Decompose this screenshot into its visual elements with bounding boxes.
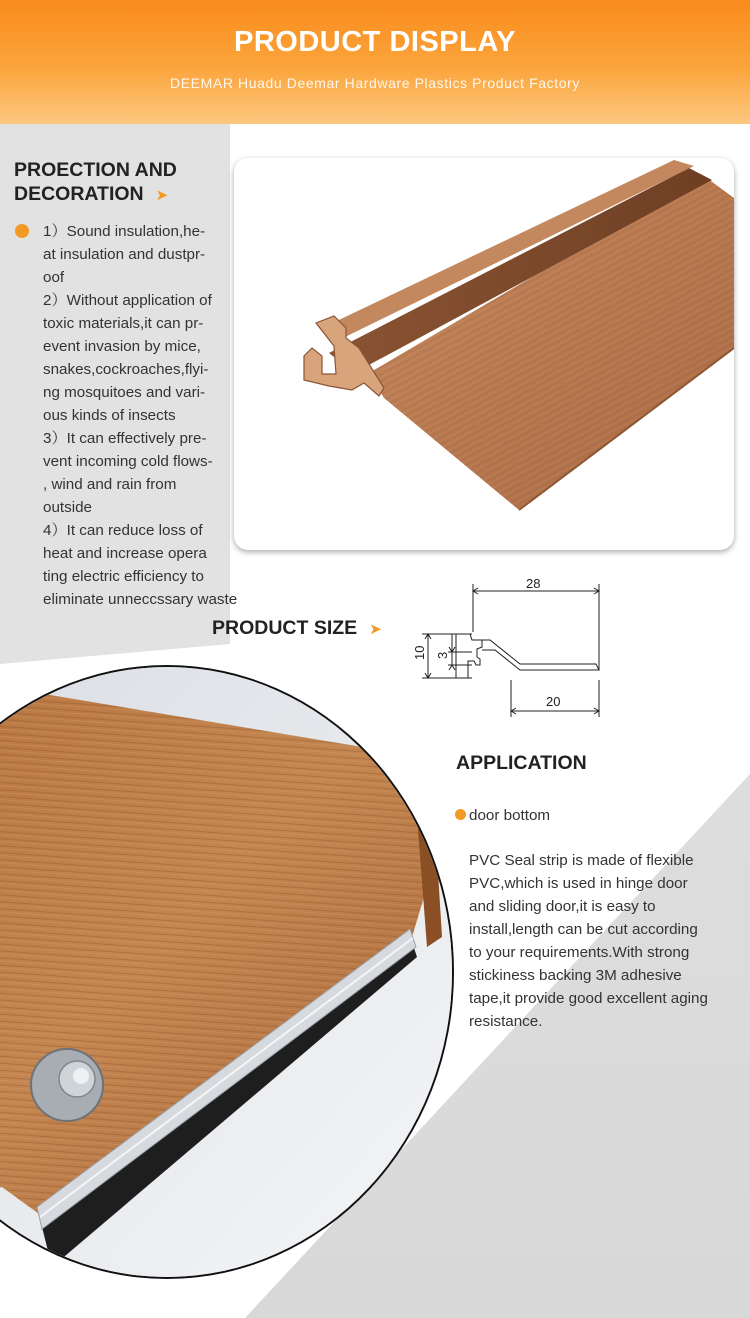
protection-title-line2: DECORATION <box>14 183 144 205</box>
feature-line: eliminate unneccssary waste <box>43 591 238 608</box>
description-line: stickiness backing 3M adhesive <box>469 967 682 984</box>
protection-title <box>14 158 177 208</box>
dim-height-label: 10 <box>412 645 427 660</box>
product-size-title: PRODUCT SIZE ➤ <box>212 617 382 639</box>
feature-line: ng mosquitoes and vari- <box>43 384 206 401</box>
feature-line: snakes,cockroaches,flyi- <box>43 361 209 378</box>
feature-list <box>43 220 238 611</box>
dim-inner-label: 3 <box>435 651 450 659</box>
description-line: PVC Seal strip is made of flexible <box>469 852 694 869</box>
arrow-right-icon: ➤ <box>369 621 382 638</box>
dimension-diagram <box>410 572 612 730</box>
feature-line: 2）Without application of <box>43 292 212 309</box>
description-line: and sliding door,it is easy to <box>469 898 656 915</box>
protection-title-line1: PROECTION AND <box>14 159 177 181</box>
description-line: PVC,which is used in hinge door <box>469 875 688 892</box>
description-line: install,length can be cut according <box>469 921 698 938</box>
feature-line: vent incoming cold flows- <box>43 453 213 470</box>
feature-line: ous kinds of insects <box>43 407 176 424</box>
feature-line: event invasion by mice, <box>43 338 201 355</box>
dim-bottom-label: 20 <box>546 694 561 709</box>
description-line: resistance. <box>469 1013 543 1030</box>
feature-line: at insulation and dustpr- <box>43 246 206 263</box>
header-banner <box>0 0 750 124</box>
feature-line: ting electric efficiency to <box>43 568 204 585</box>
application-bullet: door bottom <box>469 807 551 824</box>
page-subtitle: DEEMAR Huadu Deemar Hardware Plastics Product Factory <box>170 75 580 91</box>
feature-line: , wind and rain from <box>43 476 177 493</box>
feature-line: oof <box>43 269 65 286</box>
feature-line: 3）It can effectively pre- <box>43 430 207 447</box>
feature-line: 4）It can reduce loss of <box>43 522 203 539</box>
arrow-right-icon: ➤ <box>155 187 169 204</box>
description-line: tape,it provide good excellent aging <box>469 990 708 1007</box>
feature-line: toxic materials,it can pr- <box>43 315 204 332</box>
page-title: PRODUCT DISPLAY <box>234 26 516 58</box>
product-photo <box>234 158 734 550</box>
application-description <box>469 849 739 1033</box>
feature-line: heat and increase opera <box>43 545 207 562</box>
dim-top-label: 28 <box>526 576 541 591</box>
description-line: to your requirements.With strong <box>469 944 690 961</box>
bullet-dot-icon <box>15 224 29 238</box>
feature-line: 1）Sound insulation,he- <box>43 223 206 240</box>
feature-line: outside <box>43 499 92 516</box>
application-title: APPLICATION <box>456 752 587 774</box>
bullet-dot-icon <box>455 809 466 820</box>
